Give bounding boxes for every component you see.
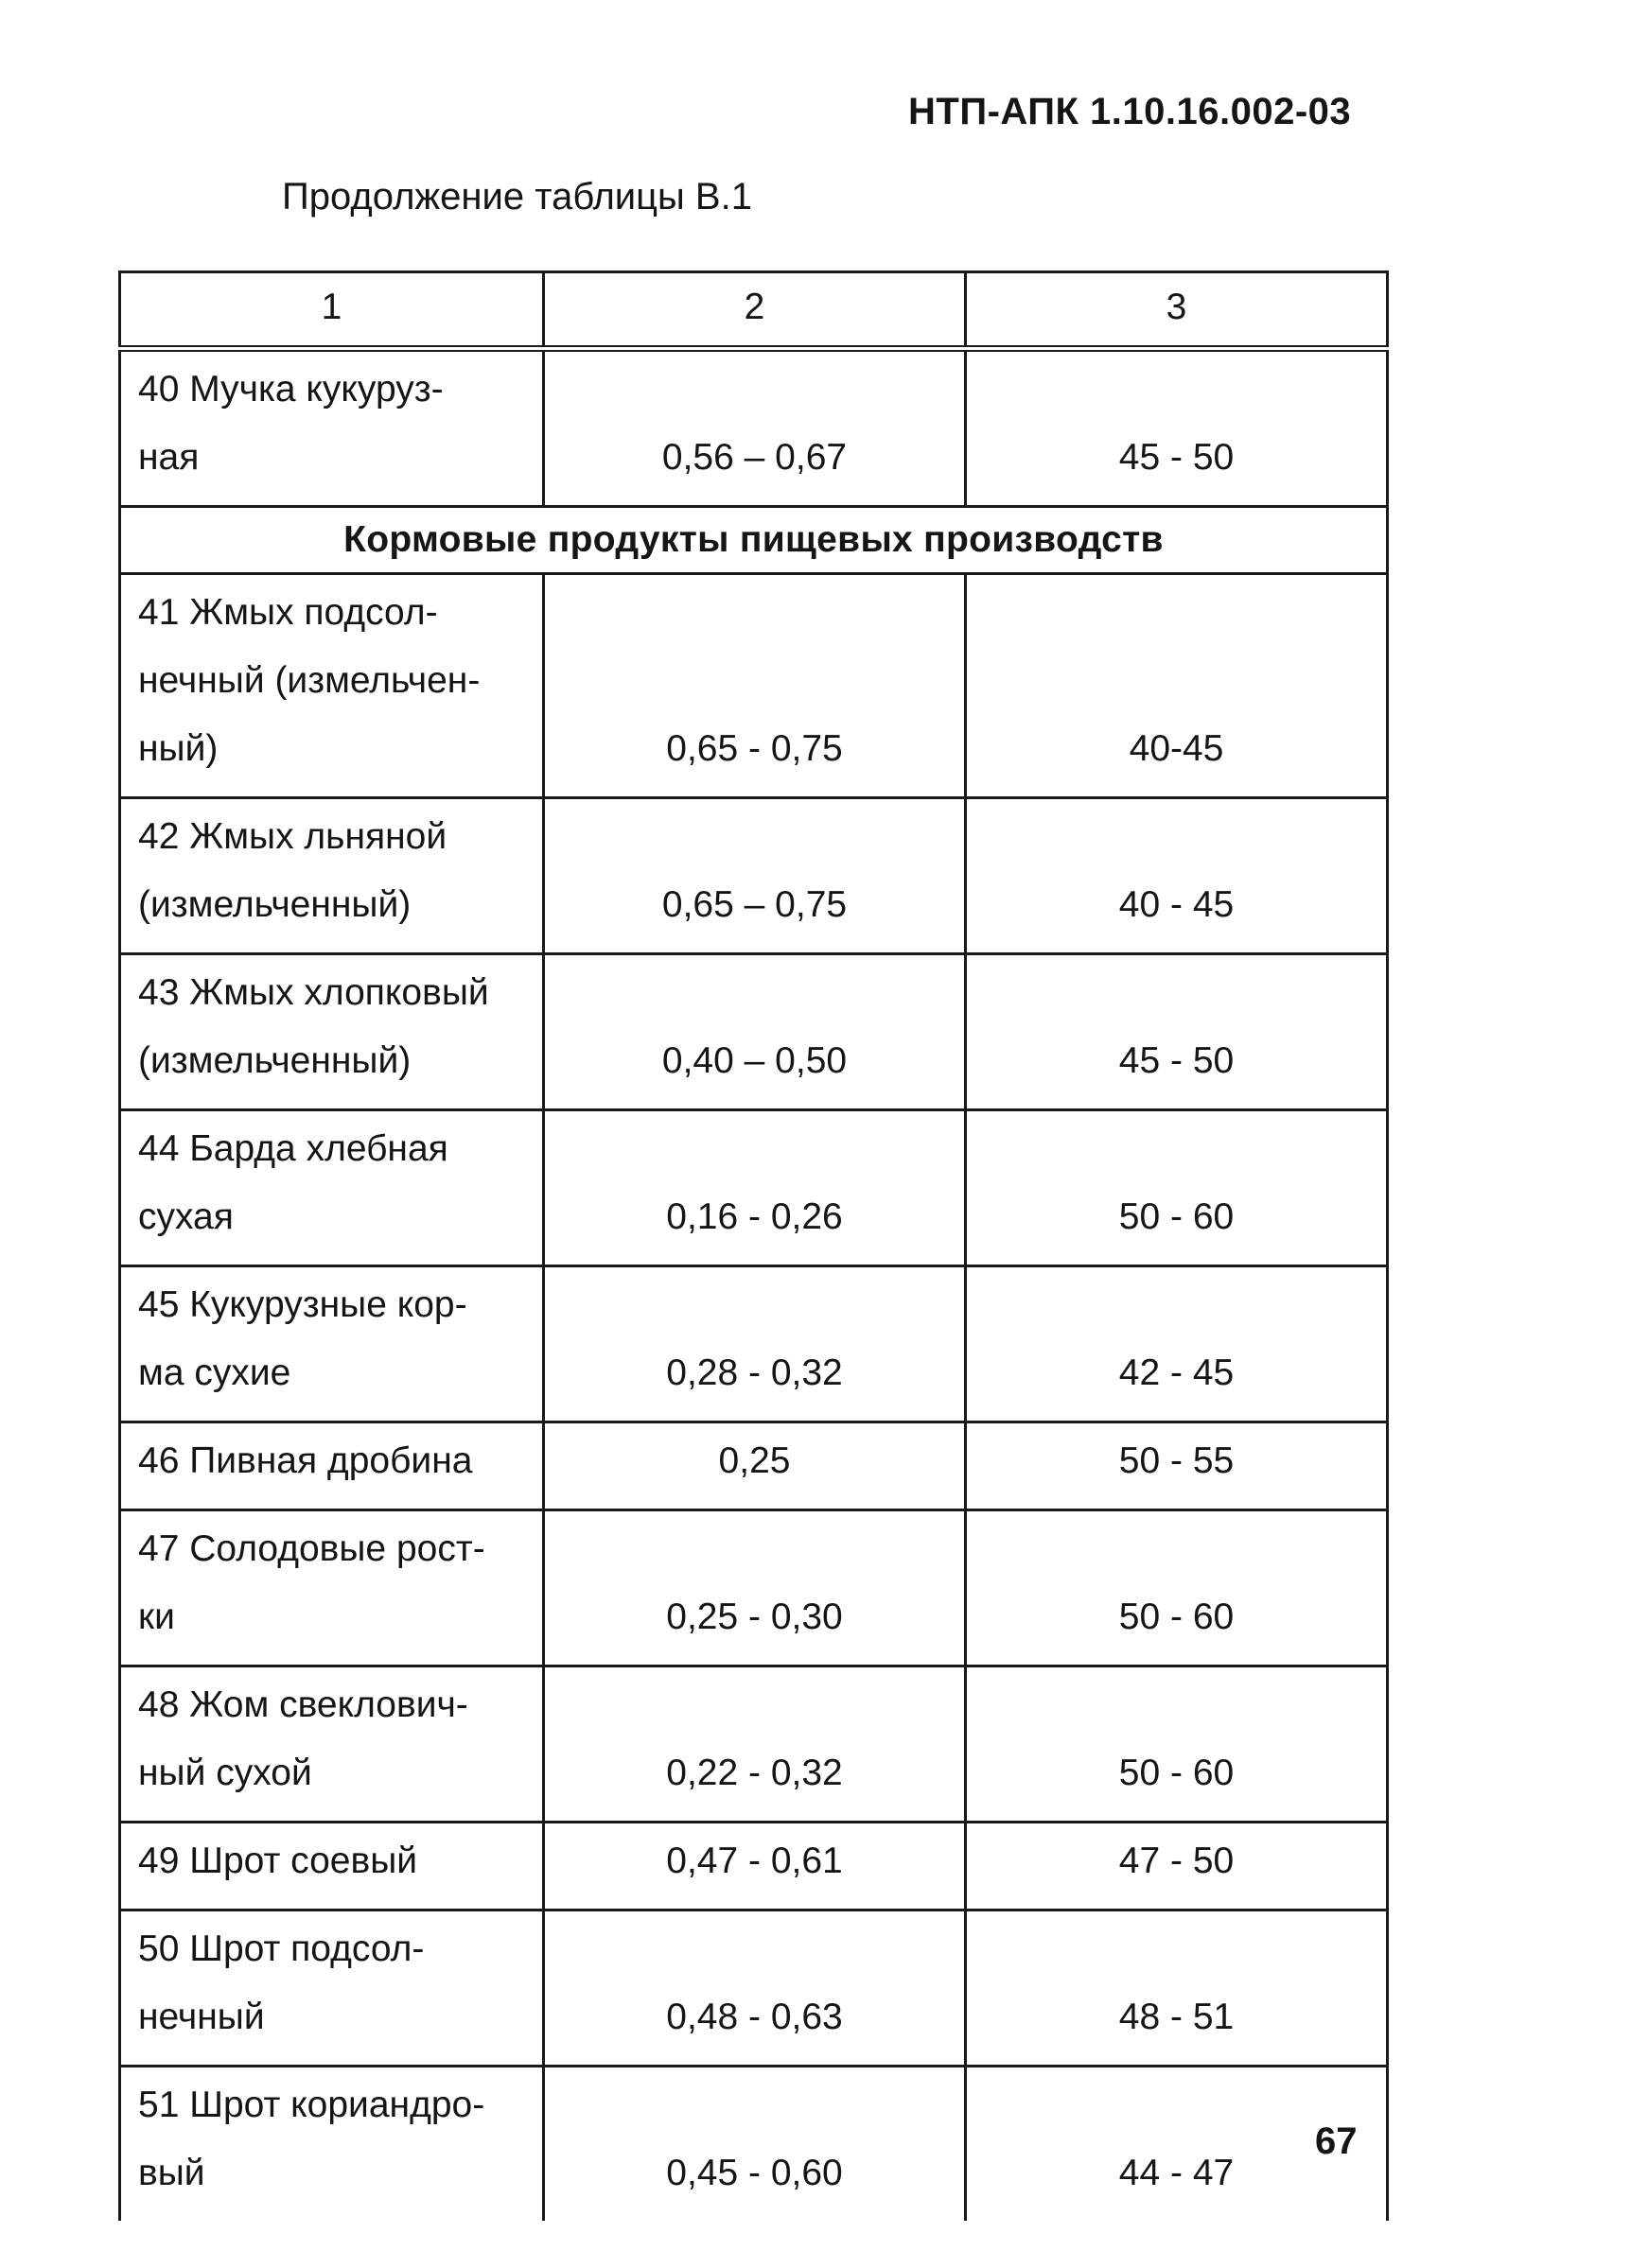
table-row [120,1510,1388,1666]
column-header-3: 3 [966,272,1388,349]
product-name-cell: 48 Жом свеклович- ный сухой [120,1666,544,1823]
column-2-value-cell: 0,56 – 0,67 [544,349,966,507]
column-3-value-cell: 50 - 55 [966,1422,1388,1510]
column-2-value-cell: 0,40 – 0,50 [544,954,966,1110]
column-header-2: 2 [544,272,966,349]
table-row [120,574,1388,798]
column-3-value-cell: 50 - 60 [966,1110,1388,1266]
column-2-value-cell: 0,16 - 0,26 [544,1110,966,1266]
product-name-cell: 43 Жмых хлопковый (измельченный) [120,954,544,1110]
column-2-value-cell: 0,65 - 0,75 [544,574,966,798]
product-name-cell: 45 Кукурузные кор- ма сухие [120,1266,544,1422]
column-3-value-cell: 44 - 47 [966,2067,1388,2222]
table-row [120,1823,1388,1910]
product-name-cell: 50 Шрот подсол- нечный [120,1910,544,2067]
product-name-cell: 42 Жмых льняной (измельченный) [120,798,544,954]
table-row [120,1910,1388,2067]
column-3-value-cell: 45 - 50 [966,349,1388,507]
column-3-value-cell: 50 - 60 [966,1666,1388,1823]
table-body [120,349,1388,2222]
column-2-value-cell: 0,25 - 0,30 [544,1510,966,1666]
table-row [120,1266,1388,1422]
table-caption: Продолжение таблицы В.1 [282,176,752,218]
page-number: 67 [1315,2120,1358,2162]
column-3-value-cell: 48 - 51 [966,1910,1388,2067]
column-2-value-cell: 0,45 - 0,60 [544,2067,966,2222]
document-code: НТП-АПК 1.10.16.002-03 [908,91,1352,132]
column-3-value-cell: 40-45 [966,574,1388,798]
column-2-value-cell: 0,22 - 0,32 [544,1666,966,1823]
section-title: Кормовые продукты пищевых производств [120,507,1388,574]
column-2-value-cell: 0,47 - 0,61 [544,1823,966,1910]
column-3-value-cell: 40 - 45 [966,798,1388,954]
column-2-value-cell: 0,25 [544,1422,966,1510]
table-header-row [120,272,1388,349]
column-2-value-cell: 0,48 - 0,63 [544,1910,966,2067]
column-3-value-cell: 45 - 50 [966,954,1388,1110]
table-row [120,798,1388,954]
table-row [120,954,1388,1110]
table-row [120,1110,1388,1266]
column-3-value-cell: 42 - 45 [966,1266,1388,1422]
table-row [120,1666,1388,1823]
product-name-cell: 44 Барда хлебная сухая [120,1110,544,1266]
table-row [120,349,1388,507]
product-name-cell: 40 Мучка кукуруз- ная [120,349,544,507]
table-container [118,270,1386,2193]
column-3-value-cell: 47 - 50 [966,1823,1388,1910]
product-name-cell: 51 Шрот кориандро- вый [120,2067,544,2222]
table-row [120,2067,1388,2222]
column-2-value-cell: 0,65 – 0,75 [544,798,966,954]
product-name-cell: 46 Пивная дробина [120,1422,544,1510]
product-name-cell: 47 Солодовые рост- ки [120,1510,544,1666]
column-2-value-cell: 0,28 - 0,32 [544,1266,966,1422]
product-name-cell: 49 Шрот соевый [120,1823,544,1910]
column-3-value-cell: 50 - 60 [966,1510,1388,1666]
column-header-1: 1 [120,272,544,349]
section-row [120,507,1388,574]
table-row [120,1422,1388,1510]
data-table [118,270,1389,2221]
product-name-cell: 41 Жмых подсол- нечный (измельчен- ный) [120,574,544,798]
